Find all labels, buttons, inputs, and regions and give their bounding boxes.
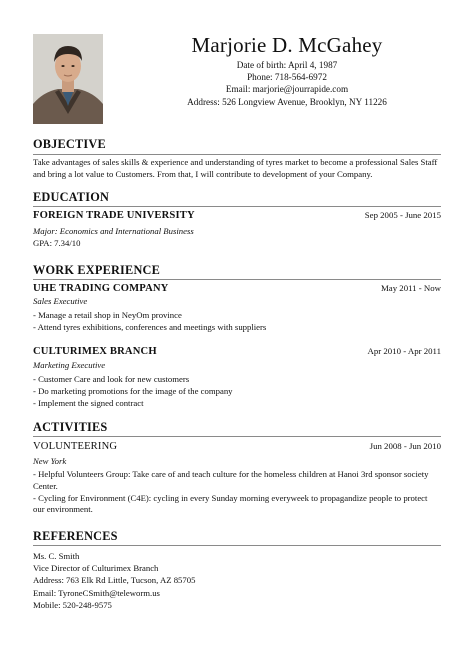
- education-heading: EDUCATION: [33, 190, 110, 204]
- activities-divider: [33, 436, 441, 437]
- job-company: UHE TRADING COMPANY: [33, 283, 169, 294]
- contact-info: [120, 59, 454, 108]
- email: Email: marjorie@jourrapide.com: [225, 84, 349, 95]
- person-portrait-image: [33, 34, 103, 124]
- activity-list: [33, 469, 433, 516]
- work-divider: [33, 279, 441, 280]
- candidate-name: Marjorie D. McGahey: [191, 33, 383, 57]
- job-duty: - Manage a retail shop in NeyOm province: [33, 310, 182, 320]
- activity-location: New York: [33, 456, 67, 466]
- job-role: Marketing Executive: [33, 360, 106, 370]
- objective-heading: OBJECTIVE: [33, 137, 106, 151]
- job-duty: - Do marketing promotions for the image of the company: [33, 385, 233, 396]
- date-of-birth: Date of birth: April 4, 1987: [236, 60, 338, 70]
- reference-title: Vice Director of Culturimex Branch: [33, 563, 159, 574]
- activity-date: Jun 2008 - Jun 2010: [369, 441, 441, 451]
- objective-text: Take advantages of sales skills & experience and understanding of tyres market to become a professional Sales Staff and bring a lot value to Customers. From that, I will contribute to development of your Company.: [33, 157, 438, 179]
- job-duties-list: [33, 374, 233, 409]
- references-divider: [33, 545, 441, 546]
- reference-name: Ms. C. Smith: [33, 551, 80, 561]
- work-heading: WORK EXPERIENCE: [33, 263, 161, 277]
- education-gpa: GPA: 7.34/10: [33, 238, 81, 248]
- references-heading: REFERENCES: [33, 529, 118, 543]
- activity-item: - Cycling for Environment (C4E): cycling in every Sunday morning everyweek to propagandize people to protect our environment.: [33, 492, 428, 515]
- activities-heading: ACTIVITIES: [33, 420, 108, 434]
- job-date: May 2011 - Now: [380, 283, 441, 293]
- job-date: Apr 2010 - Apr 2011: [367, 346, 441, 356]
- job-duty: - Attend tyres exhibitions, conferences and meetings with suppliers: [33, 321, 267, 332]
- activity-item: - Helpful Volunteers Group: Take care of and teach culture for the homeless children at Hanoi 3rd sponsor society Center.: [33, 469, 429, 491]
- job-role: Sales Executive: [33, 296, 88, 306]
- profile-photo: [33, 34, 103, 124]
- job-company: CULTURIMEX BRANCH: [33, 346, 157, 357]
- reference-mobile: Mobile: 520-248-9575: [33, 599, 112, 610]
- education-divider: [33, 206, 441, 207]
- reference-email: Email: TyroneCSmith@teleworm.us: [33, 587, 160, 598]
- objective-divider: [33, 154, 441, 155]
- job-duties-list: [33, 310, 266, 334]
- address: Address: 526 Longview Avenue, Brooklyn, NY 11226: [187, 96, 387, 107]
- job-duty: - Customer Care and look for new customers: [33, 374, 190, 384]
- education-school: FOREIGN TRADE UNIVERSITY: [33, 210, 195, 221]
- activity-org: VOLUNTEERING: [33, 441, 118, 452]
- reference-address: Address: 763 Elk Rd Little, Tucson, AZ 85705: [33, 575, 196, 586]
- job-duty: - Implement the signed contract: [33, 397, 144, 408]
- reference-block: [33, 550, 195, 611]
- education-major: Major: Economics and International Business: [33, 226, 194, 236]
- phone: Phone: 718-564-6972: [247, 72, 327, 83]
- education-date: Sep 2005 - June 2015: [364, 210, 441, 220]
